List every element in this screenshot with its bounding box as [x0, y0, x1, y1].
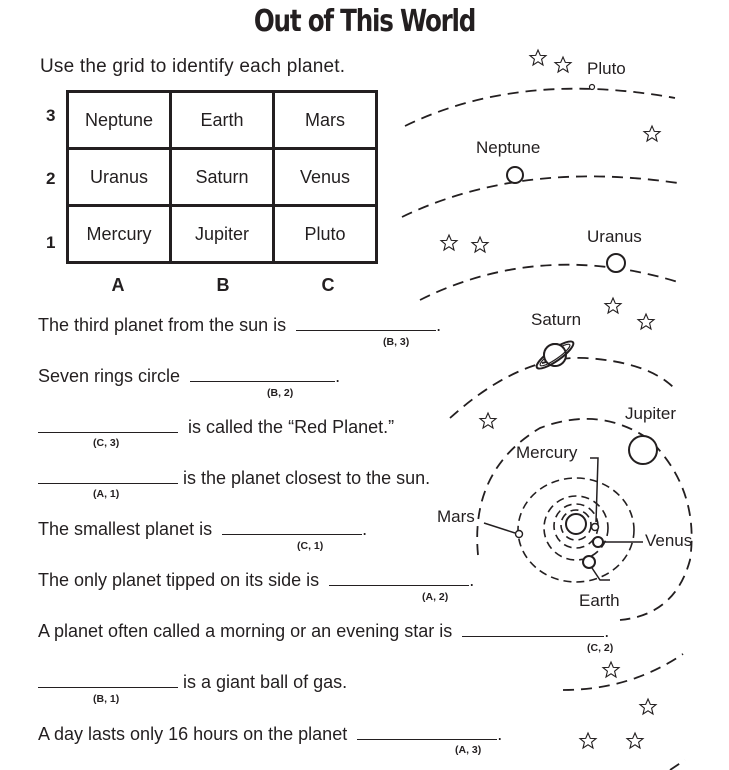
uranus-orbit — [420, 265, 678, 300]
question-text: A planet often called a morning or an evening star is — [38, 621, 453, 641]
question-9: A day lasts only 16 hours on the planet . — [38, 724, 503, 744]
star-icon — [644, 126, 660, 141]
grid-cell-a1: Mercury — [68, 206, 171, 263]
star-icon — [480, 413, 496, 428]
coord-hint: (C, 1) — [297, 540, 324, 552]
question-text: Seven rings circle — [38, 366, 181, 386]
label-jupiter: Jupiter — [625, 404, 677, 423]
star-icon — [555, 57, 571, 72]
question-text: is the planet closest to the sun. — [183, 468, 431, 488]
grid-cell-c2: Venus — [274, 149, 377, 206]
label-saturn: Saturn — [531, 310, 582, 329]
row-label-3: 3 — [46, 106, 56, 125]
grid-cell-b2: Saturn — [171, 149, 274, 206]
mars-planet — [516, 531, 523, 538]
question-text: A day lasts only 16 hours on the planet — [38, 724, 348, 744]
page-title: Out of This World — [253, 4, 476, 39]
question-text: is a giant ball of gas. — [183, 672, 348, 692]
question-1: The third planet from the sun is . — [38, 315, 442, 335]
label-neptune: Neptune — [476, 138, 541, 157]
coord-hint: (A, 2) — [422, 591, 449, 603]
outer-arc-lower — [563, 654, 683, 690]
grid-cell-b1: Jupiter — [171, 206, 274, 263]
grid-cell-a2: Uranus — [68, 149, 171, 206]
coord-hint: (A, 3) — [455, 744, 482, 756]
grid-cell-c1: Pluto — [274, 206, 377, 263]
earth-planet — [583, 556, 595, 568]
uranus-planet — [607, 254, 625, 272]
mercury-planet — [592, 524, 599, 531]
pluto-planet — [590, 85, 595, 90]
coord-hint: (A, 1) — [93, 488, 120, 500]
row-label-2: 2 — [46, 169, 56, 188]
label-uranus: Uranus — [587, 227, 642, 246]
label-mercury: Mercury — [516, 443, 578, 462]
neptune-orbit — [402, 176, 678, 217]
question-7: A planet often called a morning or an evening star is . — [38, 621, 610, 641]
neptune-planet — [507, 167, 523, 183]
saturn-planet — [531, 333, 580, 376]
jupiter-planet — [629, 436, 657, 464]
label-earth: Earth — [579, 591, 620, 610]
grid-cell-c3: Mars — [274, 92, 377, 149]
label-mars: Mars — [437, 507, 475, 526]
instructions: Use the grid to identify each planet. — [40, 56, 346, 77]
star-icon — [640, 699, 656, 714]
label-venus: Venus — [645, 531, 693, 550]
coord-hint: (B, 3) — [383, 336, 410, 348]
column-label-b: B — [216, 275, 230, 295]
row-label-1: 1 — [46, 233, 56, 252]
star-icon — [638, 314, 654, 329]
question-text: The only planet tipped on its side is — [38, 570, 320, 590]
column-label-c: C — [321, 275, 335, 295]
star-icon — [603, 662, 619, 677]
question-5: The smallest planet is . — [38, 519, 368, 539]
question-2: Seven rings circle . — [38, 366, 341, 386]
coord-hint: (B, 1) — [93, 693, 120, 705]
star-icon — [441, 235, 457, 250]
coord-hint: (C, 2) — [587, 642, 614, 654]
question-6: The only planet tipped on its side is . — [38, 570, 475, 590]
venus-planet — [593, 537, 603, 547]
question-text: The smallest planet is — [38, 519, 213, 539]
grid-cell-b3: Earth — [171, 92, 274, 149]
column-label-a: A — [111, 275, 125, 295]
grid-cell-a3: Neptune — [68, 92, 171, 149]
label-pluto: Pluto — [587, 59, 626, 78]
coord-hint: (C, 3) — [93, 437, 120, 449]
star-icon — [605, 298, 621, 313]
star-icon — [627, 733, 643, 748]
question-text: The third planet from the sun is — [38, 315, 287, 335]
star-icon — [530, 50, 546, 65]
mars-leader — [484, 523, 515, 533]
coord-hint: (B, 2) — [267, 387, 294, 399]
star-icon — [472, 237, 488, 252]
question-text: is called the “Red Planet.” — [188, 417, 395, 437]
star-icon — [580, 733, 596, 748]
sun — [566, 514, 586, 534]
pluto-orbit — [405, 89, 675, 126]
